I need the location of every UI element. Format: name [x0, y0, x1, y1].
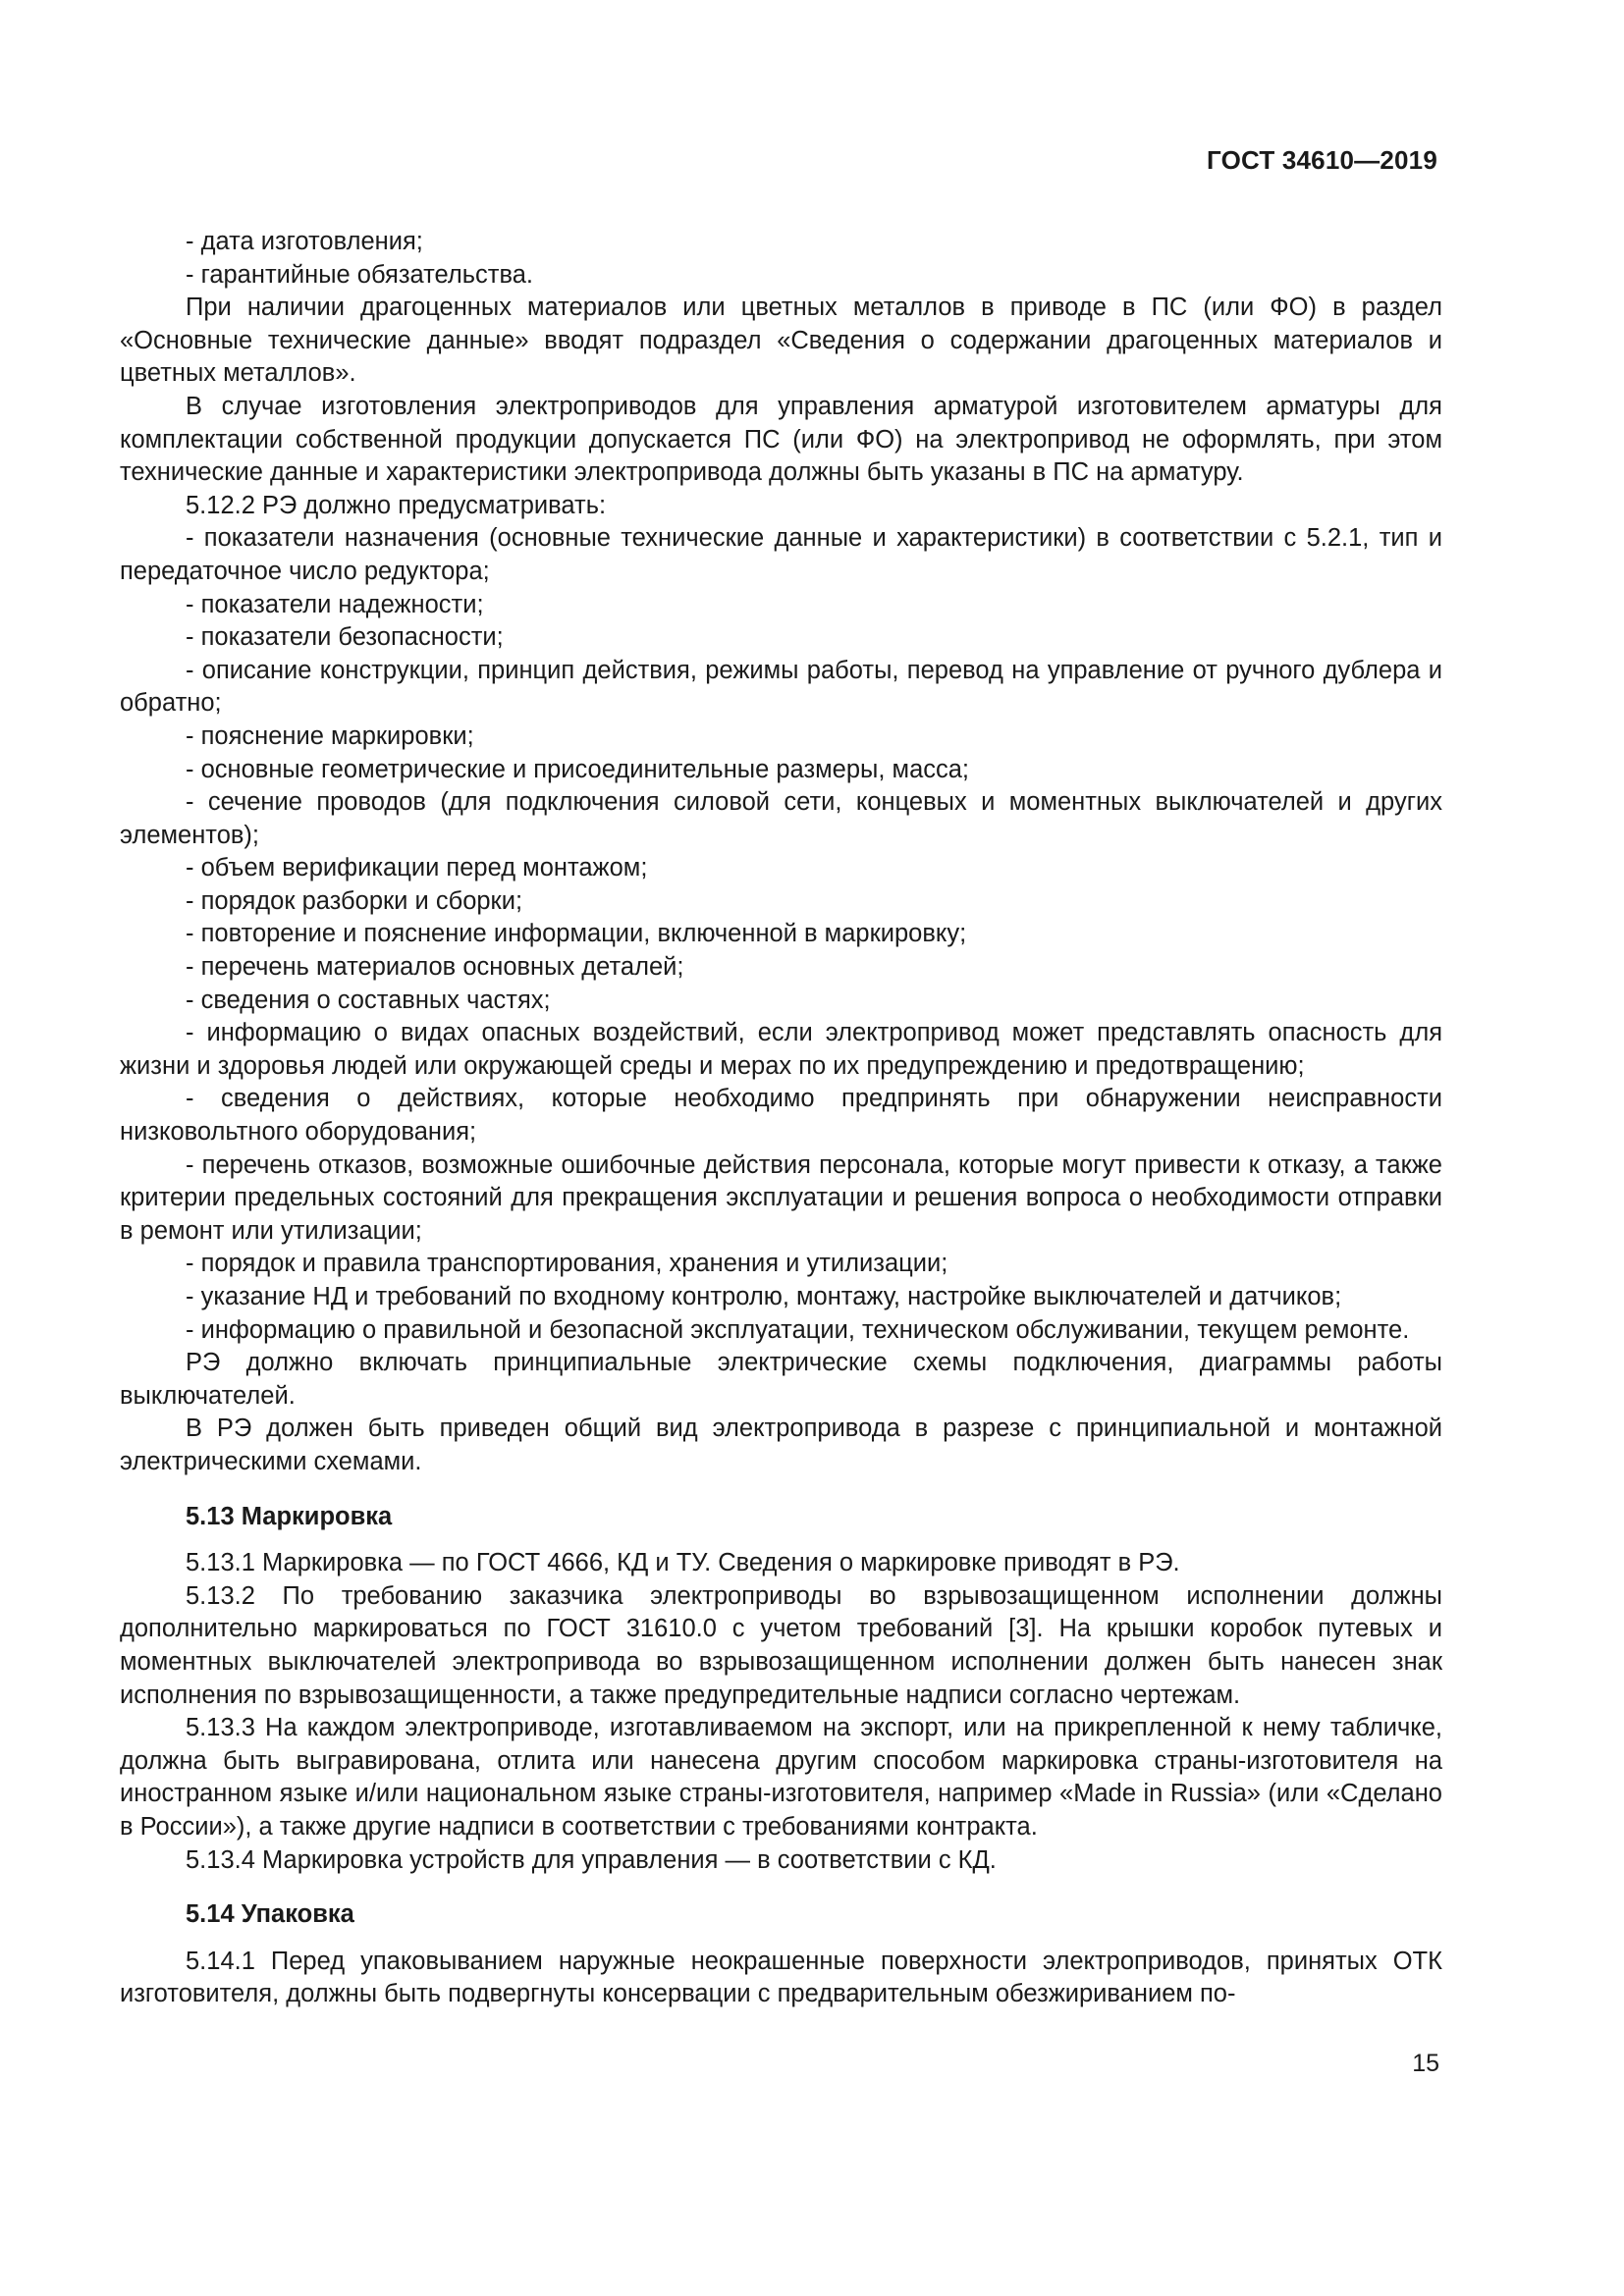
list-item: - гарантийные обязательства. [186, 260, 533, 289]
clause-5-13-2: 5.13.2 По требованию заказчика электроприводы во взрывозащищенном исполнении должны дополнительно маркироваться по ГОСТ 31610.0 с учетом требований [3]. На крышки коробок путевых и моментных выключателей электропривода во взрывозащищенном исполнении должен быть нанесен знак исполнения по взрывозащищенности, а также предупредительные надписи согласно чертежам. [120, 1581, 1442, 1709]
document-body [120, 226, 1442, 2011]
clause-5-13-4: 5.13.4 Маркировка устройств для управления — в соответствии с КД. [186, 1845, 997, 1874]
list-item: - порядок и правила транспортирования, хранения и утилизации; [186, 1250, 948, 1278]
clause-5-14-1: 5.14.1 Перед упаковыванием наружные неокрашенные поверхности электроприводов, принятых ОТК изготовителя, должны быть подвергнуты консервации с предварительным обезжириванием по- [120, 1947, 1442, 2008]
list-item: - сведения о составных частях; [186, 986, 551, 1014]
document-code: ГОСТ 34610—2019 [1207, 145, 1437, 175]
paragraph: В РЭ должен быть приведен общий вид электропривода в разрезе с принципиальной и монтажной электрическими схемами. [120, 1415, 1442, 1475]
paragraph: В случае изготовления электроприводов для управления арматурой изготовителем арматуры для комплектации собственной продукции допускается ПС (или ФО) на электропривод не оформлять, при этом технические данные и характеристики электропривода должны быть указаны в ПС на арматуру. [120, 392, 1442, 487]
list-item: - перечень материалов основных деталей; [186, 953, 684, 982]
paragraph: РЭ должно включать принципиальные электрические схемы подключения, диаграммы работы выключателей. [120, 1349, 1442, 1410]
list-item: - основные геометрические и присоединительные размеры, масса; [186, 755, 970, 783]
list-item: - показатели надежности; [186, 590, 484, 618]
section-heading-5-14: 5.14 Упаковка [186, 1900, 354, 1929]
list-item: - повторение и пояснение информации, включенной в маркировку; [186, 920, 967, 948]
list-item: - пояснение маркировки; [186, 721, 474, 750]
page-number: 15 [1412, 2050, 1439, 2077]
list-item: - сведения о действиях, которые необходимо предпринять при обнаружении неисправности низковольтного оборудования; [120, 1085, 1442, 1147]
list-item: - информацию о видах опасных воздействий, если электропривод может представлять опасность для жизни и здоровья людей или окружающей среды и мерах по их предупреждению и предотвращению; [120, 1019, 1442, 1080]
clause-5-13-1: 5.13.1 Маркировка — по ГОСТ 4666, КД и ТУ. Сведения о маркировке приводят в РЭ. [186, 1549, 1180, 1577]
list-item: - показатели назначения (основные технические данные и характеристики) в соответствии с 5.2.1, тип и передаточное число редуктора; [120, 524, 1442, 585]
list-item: - показатели безопасности; [186, 623, 504, 652]
list-item: - перечень отказов, возможные ошибочные действия персонала, которые могут привести к отказу, а также критерии предельных состояний для прекращения эксплуатации и решения вопроса о необходимости отправки в ремонт или утилизации; [120, 1150, 1442, 1245]
list-item: - дата изготовления; [186, 228, 423, 255]
paragraph: При наличии драгоценных материалов или цветных металлов в приводе в ПС (или ФО) в раздел «Основные технические данные» вводят подраздел «Сведения о содержании драгоценных материалов и цветных металлов». [120, 294, 1442, 388]
clause-5-12-2: 5.12.2 РЭ должно предусматривать: [186, 491, 607, 519]
list-item: - информацию о правильной и безопасной эксплуатации, техническом обслуживании, текущем ремонте. [186, 1315, 1410, 1344]
list-item: - порядок разборки и сборки; [186, 886, 523, 915]
list-item: - объем верификации перед монтажом; [186, 854, 648, 882]
section-heading-5-13: 5.13 Маркировка [186, 1502, 393, 1530]
list-item: - указание НД и требований по входному контролю, монтажу, настройке выключателей и датчиков; [186, 1283, 1342, 1310]
clause-5-13-3: 5.13.3 На каждом электроприводе, изготавливаемом на экспорт, или на прикрепленной к нему табличке, должна быть выгравирована, отлита или нанесена другим способом маркировка страны-изготовителя на иностранном языке и/или национальном языке страны-изготовителя, например «Made in Russia» (или «Сделано в России»), а также другие надписи в соответствии с требованиями контракта. [120, 1714, 1442, 1841]
list-item: - сечение проводов (для подключения силовой сети, концевых и моментных выключателей и других элементов); [120, 788, 1442, 849]
list-item: - описание конструкции, принцип действия, режимы работы, перевод на управление от ручного дублера и обратно; [120, 656, 1442, 718]
